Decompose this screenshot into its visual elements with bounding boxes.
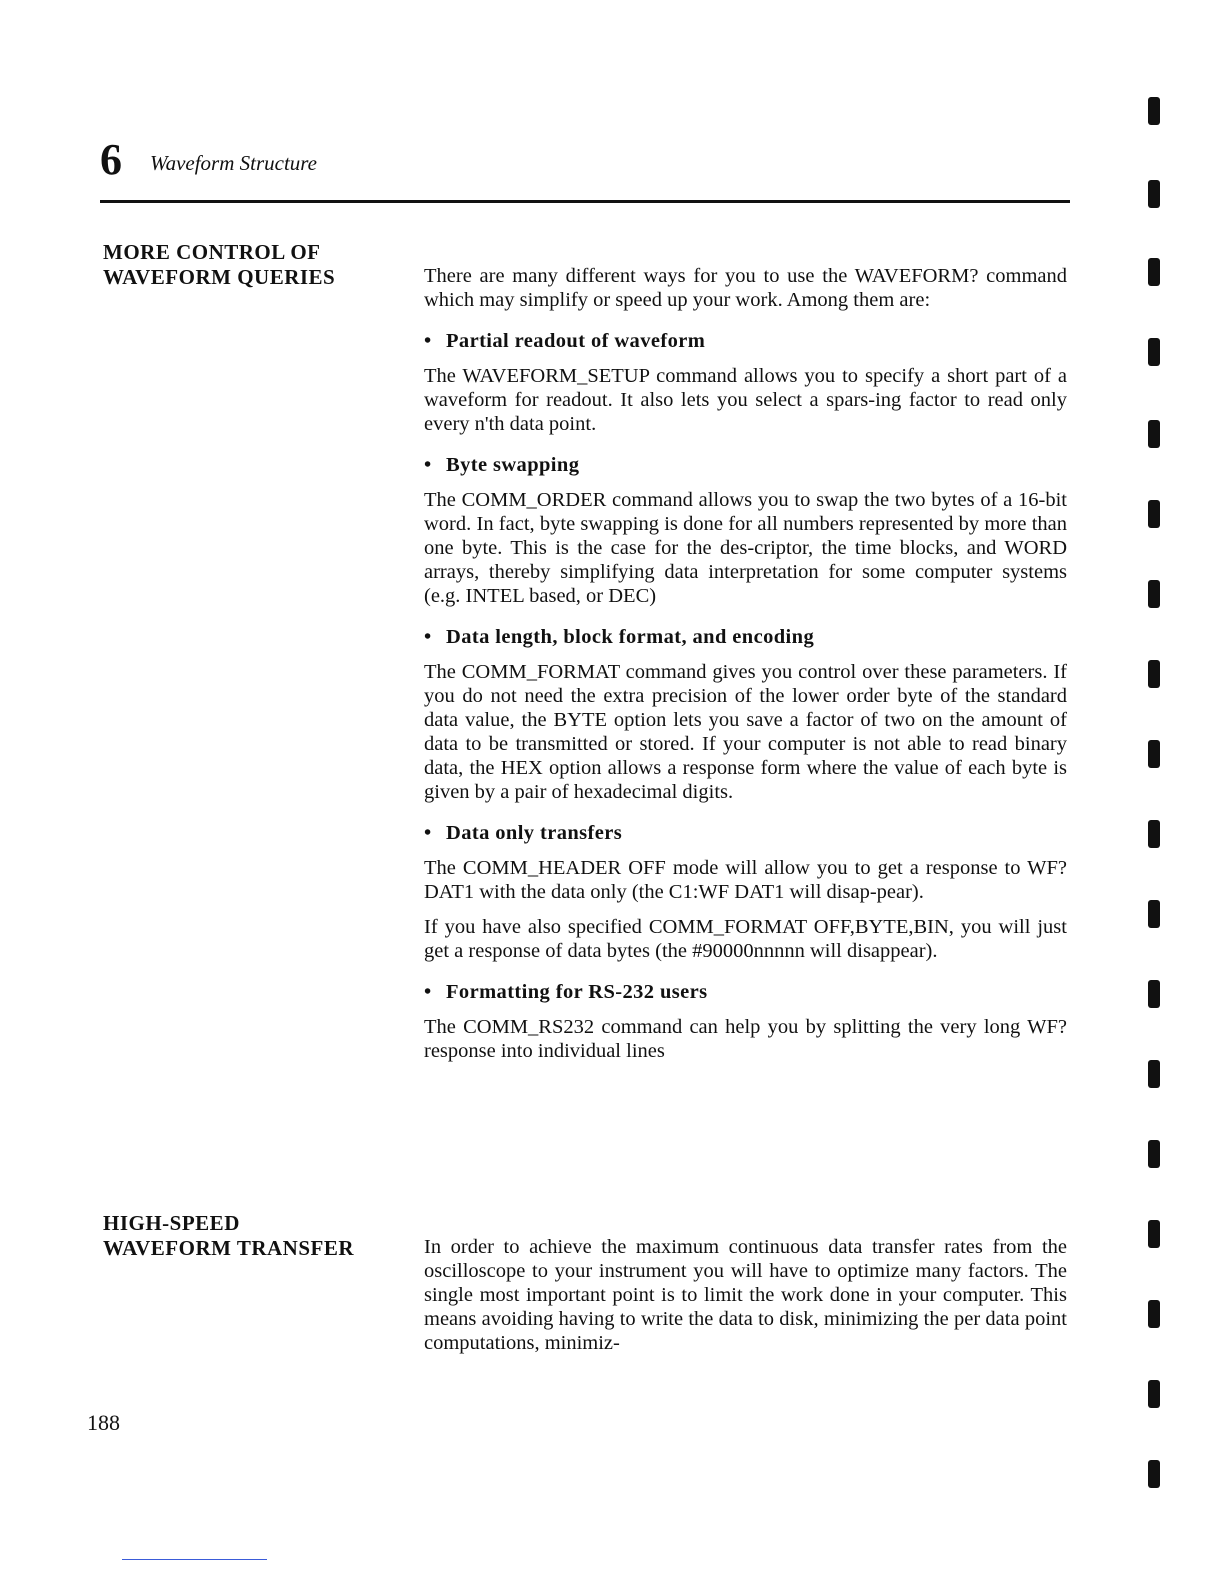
scan-edge-mark bbox=[1148, 1140, 1160, 1168]
header-rule bbox=[100, 200, 1070, 203]
scan-edge-mark bbox=[1148, 1220, 1160, 1248]
chapter-number: 6 bbox=[100, 135, 122, 184]
bullet-title: Formatting for RS-232 users bbox=[446, 981, 708, 1003]
scan-edge-mark bbox=[1148, 900, 1160, 928]
bullet-icon: • bbox=[424, 626, 432, 648]
body-paragraph: The COMM_ORDER command allows you to swap the two bytes of a 16-bit word. In fact, byte swapping is done for all numbers represented by more than one byte. This is the case for the des-criptor, the time blocks, and WORD arrays, thereby simplifying data interpretation for some computer systems (e.g. INTEL based, or DEC) bbox=[424, 489, 1067, 607]
heading-line: MORE CONTROL OF bbox=[103, 240, 321, 264]
bullet-title: Byte swapping bbox=[446, 454, 580, 476]
scan-edge-mark bbox=[1148, 980, 1160, 1008]
bullet-heading bbox=[424, 625, 1067, 649]
body-paragraph: If you have also specified COMM_FORMAT OFF,BYTE,BIN, you will just get a response of data bytes (the #90000nnnnn will disappear). bbox=[424, 916, 1067, 962]
section-body-more-control bbox=[424, 264, 1067, 1063]
bullet-icon: • bbox=[424, 981, 432, 1003]
bullet-heading bbox=[424, 821, 1067, 845]
chapter-title: Waveform Structure bbox=[150, 151, 318, 175]
scan-edge-mark bbox=[1148, 500, 1160, 528]
scan-edge-mark bbox=[1148, 1460, 1160, 1488]
bullet-heading bbox=[424, 453, 1067, 477]
scan-edge-mark bbox=[1148, 1380, 1160, 1408]
body-paragraph: The COMM_HEADER OFF mode will allow you to get a response to WF? DAT1 with the data only (the C1:WF DAT1 will disap-pear). bbox=[424, 857, 1067, 903]
heading-line: WAVEFORM TRANSFER bbox=[103, 1236, 355, 1260]
body-paragraph: In order to achieve the maximum continuous data transfer rates from the oscilloscope to your instrument you will have to optimize many factors. The single most important point is to limit the work done in your computer. This means avoiding having to write the data to disk, minimizing the per data point computations, minimiz- bbox=[424, 1236, 1067, 1354]
scan-edge-mark bbox=[1148, 740, 1160, 768]
body-paragraph: The COMM_FORMAT command gives you control over these parameters. If you do not need the extra precision of the lower order byte of the standard data value, the BYTE option lets you save a factor of two on the amount of data to be transmitted or stored. If your computer is not able to read binary data, the HEX option allows a response form where the value of each byte is given by a pair of hexadecimal digits. bbox=[424, 661, 1067, 803]
bullet-heading bbox=[424, 980, 1067, 1004]
scan-edge-mark bbox=[1148, 580, 1160, 608]
scan-edge-mark bbox=[1148, 180, 1160, 208]
scan-edge-mark bbox=[1148, 420, 1160, 448]
footer-link-underline bbox=[122, 1559, 267, 1560]
heading-line: WAVEFORM QUERIES bbox=[103, 265, 336, 289]
bullet-icon: • bbox=[424, 330, 432, 352]
body-paragraph: The WAVEFORM_SETUP command allows you to specify a short part of a waveform for readout. It also lets you select a spars-ing factor to read only every n'th data point. bbox=[424, 365, 1067, 435]
scan-edge-mark bbox=[1148, 258, 1160, 286]
scan-edge-mark bbox=[1148, 1060, 1160, 1088]
bullet-title: Data length, block format, and encoding bbox=[446, 626, 815, 648]
scan-edge-mark bbox=[1148, 338, 1160, 366]
scan-edge-mark bbox=[1148, 1300, 1160, 1328]
section-heading-more-control bbox=[103, 240, 403, 290]
section-body-high-speed bbox=[424, 1235, 1067, 1355]
bullet-heading bbox=[424, 329, 1067, 353]
bullet-title: Data only transfers bbox=[446, 822, 623, 844]
scan-edge-mark bbox=[1148, 97, 1160, 125]
scan-edge-mark bbox=[1148, 820, 1160, 848]
heading-line: HIGH-SPEED bbox=[103, 1211, 240, 1235]
page-number: 188 bbox=[87, 1410, 120, 1435]
bullet-title: Partial readout of waveform bbox=[446, 330, 706, 352]
section-heading-high-speed bbox=[103, 1211, 403, 1261]
intro-paragraph: There are many different ways for you to use the WAVEFORM? command which may simplify or speed up your work. Among them are: bbox=[424, 265, 1067, 311]
body-paragraph: The COMM_RS232 command can help you by splitting the very long WF? response into individual lines bbox=[424, 1016, 1067, 1062]
bullet-icon: • bbox=[424, 822, 432, 844]
scan-edge-mark bbox=[1148, 660, 1160, 688]
bullet-icon: • bbox=[424, 454, 432, 476]
